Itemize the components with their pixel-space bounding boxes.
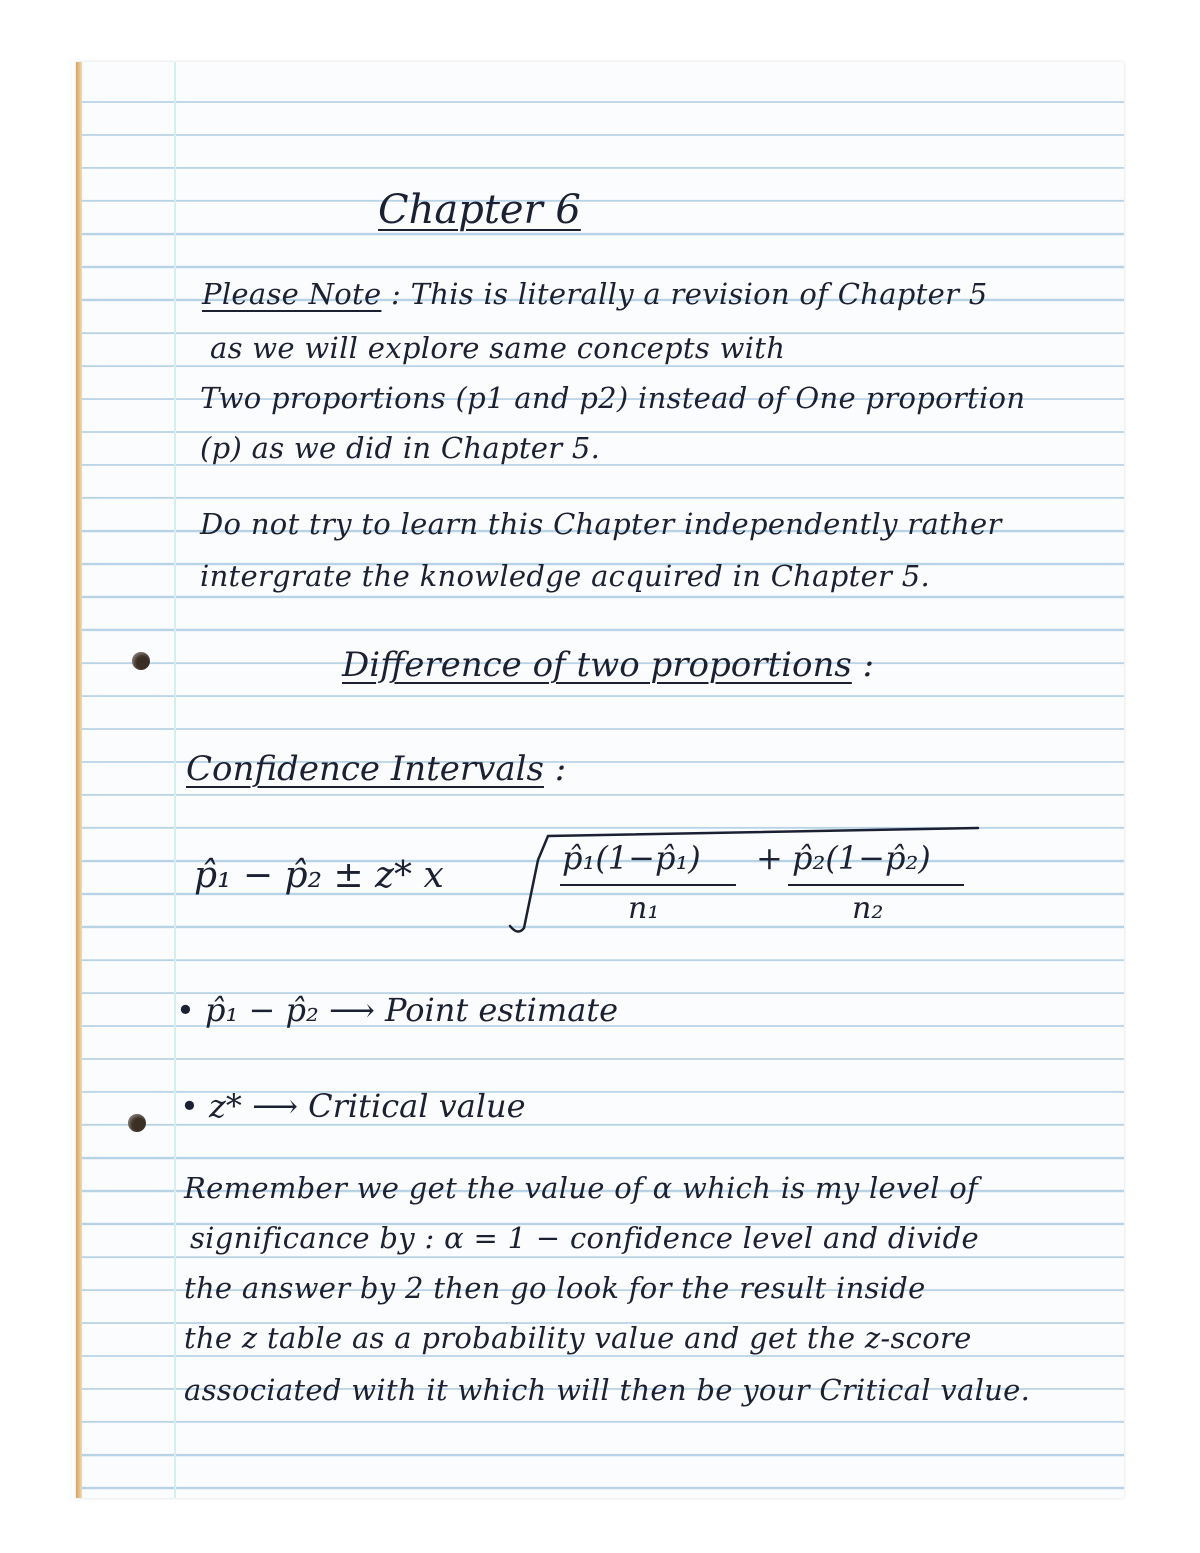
binder-hole-top xyxy=(132,652,150,670)
ci-heading xyxy=(186,749,567,789)
section-heading-colon: : xyxy=(862,645,875,685)
note-label: Please Note xyxy=(202,277,382,311)
bullet-critical-value xyxy=(180,1087,526,1125)
bullet-dot: • xyxy=(176,991,195,1029)
ci-heading-colon: : xyxy=(554,749,567,789)
note-text-1: This is literally a revision of Chapter 5 xyxy=(410,277,988,311)
formula-numerator-2: p̂₂(1−p̂₂) xyxy=(792,839,931,877)
formula-plus: + xyxy=(756,839,783,877)
remember-line-1: Remember we get the value of α which is my level of xyxy=(184,1171,979,1205)
fraction-bar-1 xyxy=(560,884,736,886)
advice-line-2: intergrate the knowledge acquired in Chapter 5. xyxy=(200,559,930,593)
formula-lead: p̂₁ − p̂₂ ± z* x xyxy=(194,855,444,896)
remember-line-5: associated with it which will then be your Critical value. xyxy=(184,1373,1031,1407)
bullet-dot: • xyxy=(180,1087,199,1125)
note-line-3: Two proportions (p1 and p2) instead of One proportion xyxy=(200,381,1026,415)
bullet-meaning: Critical value xyxy=(308,1087,526,1125)
formula-denominator-2: n₂ xyxy=(852,891,884,926)
margin-line xyxy=(174,62,176,1498)
page-edge xyxy=(76,62,82,1498)
bullet-meaning: Point estimate xyxy=(385,991,619,1029)
formula-numerator-1: p̂₁(1−p̂₁) xyxy=(562,839,701,877)
section-heading-text: Difference of two proportions xyxy=(342,645,852,685)
page-title: Chapter 6 xyxy=(378,187,581,233)
bullet-term: z* xyxy=(209,1087,242,1125)
fraction-bar-2 xyxy=(788,884,964,886)
arrow-icon: ⟶ xyxy=(252,1087,298,1125)
remember-line-2: significance by : α = 1 − confidence level and divide xyxy=(190,1221,979,1255)
advice-line-1: Do not try to learn this Chapter independently rather xyxy=(200,507,1002,541)
remember-line-4: the z table as a probability value and get the z-score xyxy=(184,1321,972,1355)
note-line-1 xyxy=(202,277,988,311)
note-line-2: as we will explore same concepts with xyxy=(210,331,786,365)
note-line-4: (p) as we did in Chapter 5. xyxy=(200,431,601,465)
section-heading xyxy=(342,645,875,685)
note-colon: : xyxy=(390,277,402,311)
binder-hole-bottom xyxy=(128,1114,146,1132)
formula-denominator-1: n₁ xyxy=(628,891,660,926)
remember-line-3: the answer by 2 then go look for the result inside xyxy=(184,1271,926,1305)
bullet-point-estimate xyxy=(176,991,619,1029)
arrow-icon: ⟶ xyxy=(329,991,375,1029)
bullet-term: p̂₁ − p̂₂ xyxy=(205,991,319,1029)
notebook-page xyxy=(76,62,1124,1498)
square-root-sign xyxy=(508,818,978,948)
ci-heading-text: Confidence Intervals xyxy=(186,749,544,789)
